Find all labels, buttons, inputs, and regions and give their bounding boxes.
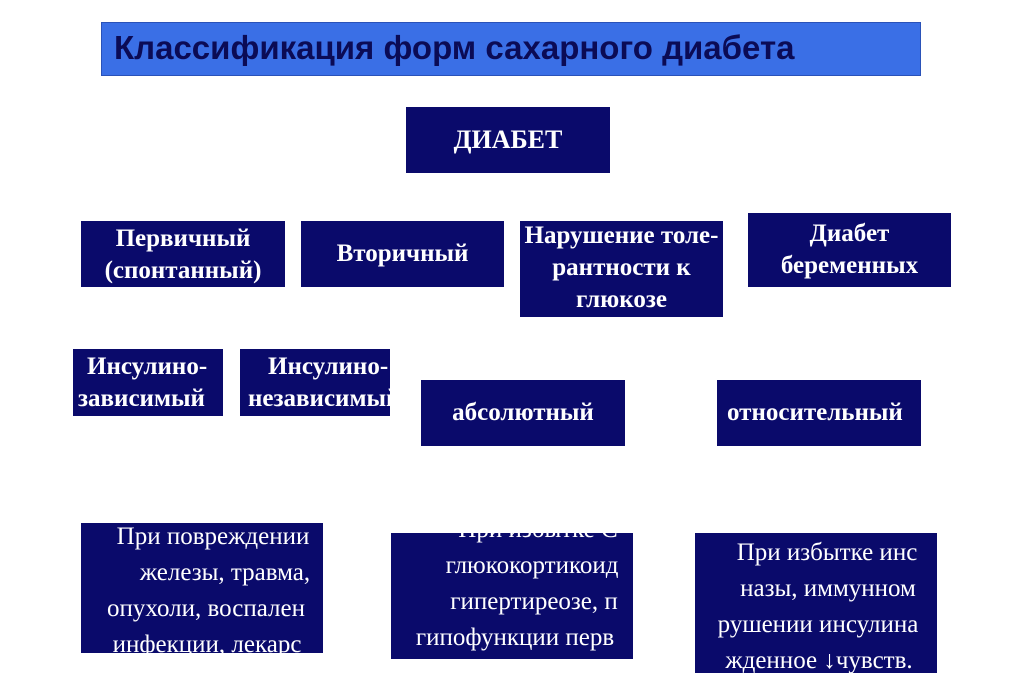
node-line: независимый xyxy=(248,385,401,412)
node-line: При избытке инс xyxy=(736,539,918,566)
node-line: глюкозе xyxy=(576,286,667,313)
node-cause-insulinase xyxy=(695,533,937,673)
node-line: Нарушение толе- xyxy=(524,222,719,249)
node-line: относительный xyxy=(727,399,903,426)
node-line: опухоли, воспален xyxy=(107,595,305,622)
title-banner xyxy=(101,22,921,76)
node-line: беременных xyxy=(780,252,919,279)
node-absolute xyxy=(421,380,625,446)
diagram-title: Классификация форм сахарного диабета xyxy=(114,29,795,66)
node-label: ДИАБЕТ xyxy=(453,125,563,154)
node-line: При избытке С xyxy=(458,516,618,543)
node-insulin-dependent xyxy=(73,349,223,416)
node-line: гипофункции перв xyxy=(415,624,615,651)
node-cause-pancreas xyxy=(81,523,323,658)
node-line: При повреждении xyxy=(116,523,310,550)
node-gestational xyxy=(748,213,951,287)
node-line: Вторичный xyxy=(336,240,469,267)
node-line: Первичный xyxy=(115,225,251,252)
node-glucose-tolerance xyxy=(520,221,723,317)
node-line: рантности к xyxy=(552,254,691,281)
node-line: зависимый xyxy=(78,385,205,412)
node-line: железы, травма, xyxy=(139,559,311,586)
node-line: жденное ↓чувств. xyxy=(725,647,913,674)
node-diabetes-root xyxy=(406,107,610,173)
node-cause-hormones xyxy=(391,516,633,659)
node-line: абсолютный xyxy=(452,399,594,426)
node-line: Инсулино- xyxy=(268,353,389,380)
node-relative xyxy=(717,380,921,446)
node-secondary xyxy=(301,221,504,287)
node-line: инфекции, лекарс xyxy=(112,631,302,658)
node-line: назы, иммунном xyxy=(740,575,916,602)
node-line: Инсулино- xyxy=(87,353,208,380)
node-primary xyxy=(81,221,285,287)
node-line: (спонтанный) xyxy=(104,257,262,284)
node-line: гипертиреозе, п xyxy=(450,588,618,615)
node-line: глюкокортикоид xyxy=(445,552,619,579)
node-insulin-independent xyxy=(240,349,401,416)
node-line: Диабет xyxy=(809,220,890,247)
node-line: рушении инсулина xyxy=(717,611,919,638)
